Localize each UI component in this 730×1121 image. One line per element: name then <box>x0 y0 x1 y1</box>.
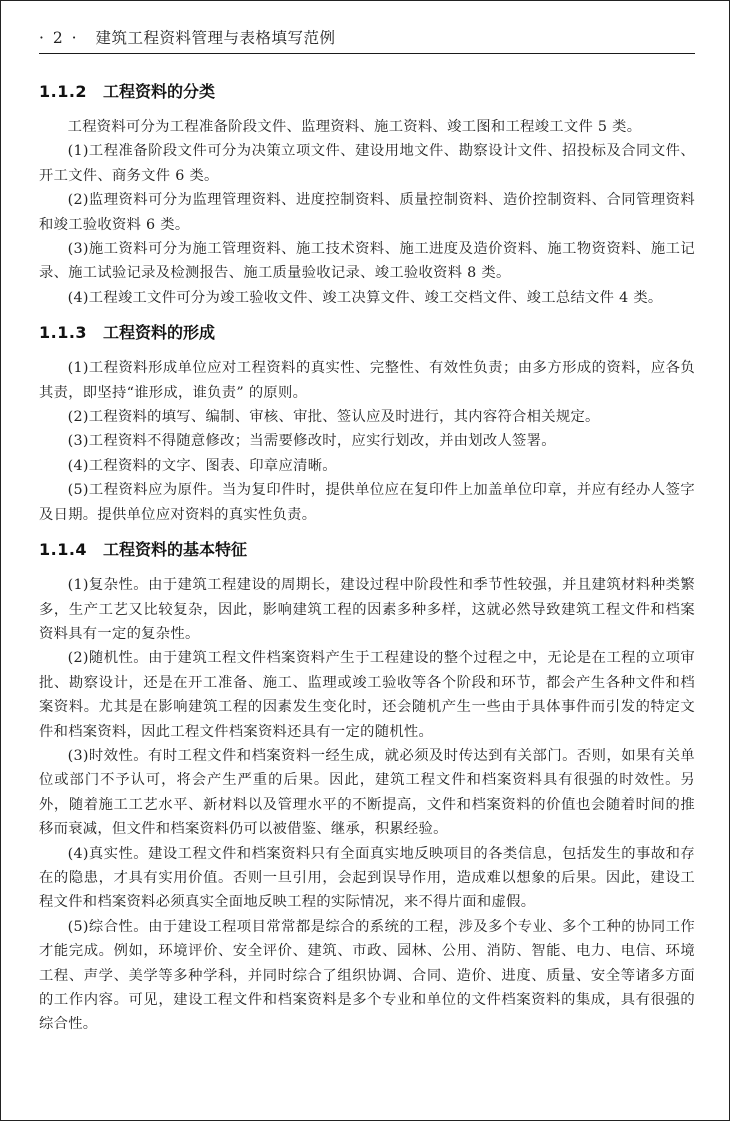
section-classification <box>39 79 695 310</box>
paragraph: (4)工程资料的文字、图表、印章应清晰。 <box>67 457 337 474</box>
section-heading <box>39 320 695 346</box>
paragraph: (3)工程资料不得随意修改；当需要修改时，应实行划改，并由划改人签署。 <box>67 433 556 450</box>
paragraph: (4)真实性。建设工程文件和档案资料只有全面真实地反映项目的各类信息，包括发生的事故和存在的隐患，才具有实用价值。否则一旦引用，会起到误导作用，造成难以想象的后果。因此，建设工程文件和档案资料必须真实全面地反映工程的实际情况，来不得片面和虚假。 <box>39 845 695 911</box>
page-content <box>39 79 695 1047</box>
paragraph: (3)时效性。有时工程文件和档案资料一经生成，就必须及时传达到有关部门。否则，如果有关单位或部门不予认可，将会产生严重的后果。因此，建筑工程文件和档案资料具有很强的时效性。另外，随着施工工艺水平、新材料以及管理水平的不断提高，文件和档案资料的价值也会随着时间的推移而衰减，但文件和档案资料仍可以被借鉴、继承，积累经验。 <box>39 747 695 838</box>
paragraph: (1)工程资料形成单位应对工程资料的真实性、完整性、有效性负责；由多方形成的资料，应各负其责，即坚持“谁形成，谁负责” 的原则。 <box>39 360 695 401</box>
section-number: 1.1.3 <box>39 323 88 343</box>
paragraph: (1)复杂性。由于建筑工程建设的周期长，建设过程中阶段性和季节性较强，并且建筑材料种类繁多，生产工艺又比较复杂，因此，影响建筑工程的因素多种多样，这就必然导致建筑工程文件和档案资料具有一定的复杂性。 <box>39 577 695 642</box>
section-formation <box>39 320 695 527</box>
section-heading <box>39 537 695 563</box>
running-header <box>39 27 695 54</box>
section-number: 1.1.2 <box>39 82 88 101</box>
section-title: 工程资料的形成 <box>103 323 216 343</box>
paragraph: (5)工程资料应为原件。当为复印件时，提供单位应在复印件上加盖单位印章，并应有经办人签字及日期。提供单位应对资料的真实性负责。 <box>39 482 695 523</box>
page-number: · 2 · <box>39 29 79 47</box>
section-number: 1.1.4 <box>39 540 88 560</box>
section-title: 工程资料的分类 <box>103 82 216 101</box>
paragraph: (5)综合性。由于建设工程项目常常都是综合的系统的工程，涉及多个专业、多个工种的协同工作才能完成。例如，环境评价、安全评价、建筑、市政、园林、公用、消防、智能、电力、电信、环境工程、声学、美学等多种学科，并同时综合了组织协调、合同、造价、进度、质量、安全等诸多方面的工作内容。可见，建设工程文件和档案资料是多个专业和单位的文件档案资料的集成，具有很强的综合性。 <box>39 918 695 1033</box>
section-heading <box>39 79 695 105</box>
paragraph: (1)工程准备阶段文件可分为决策立项文件、建设用地文件、勘察设计文件、招投标及合同文件、开工文件、商务文件 6 类。 <box>39 143 695 184</box>
paragraph: 工程资料可分为工程准备阶段文件、监理资料、施工资料、竣工图和工程竣工文件 5 类。 <box>67 119 642 135</box>
paragraph: (4)工程竣工文件可分为竣工验收文件、竣工决算文件、竣工交档文件、竣工总结文件 4 类。 <box>67 289 663 306</box>
paragraph: (3)施工资料可分为施工管理资料、施工技术资料、施工进度及造价资料、施工物资资料、施工记录、施工试验记录及检测报告、施工质量验收记录、竣工验收资料 8 类。 <box>39 241 695 282</box>
paragraph: (2)随机性。由于建筑工程文件档案资料产生于工程建设的整个过程之中，无论是在工程的立项审批、勘察设计，还是在开工准备、施工、监理或竣工验收等各个阶段和环节，都会产生各种文件和档案资料。尤其是在影响建筑工程的因素发生变化时，还会随机产生一些由于具体事件而引发的特定文件和档案资料，因此工程文件档案资料还具有一定的随机性。 <box>39 650 695 740</box>
book-title: 建筑工程资料管理与表格填写范例 <box>95 29 336 47</box>
paragraph: (2)工程资料的填写、编制、审核、审批、签认应及时进行，其内容符合相关规定。 <box>67 409 600 426</box>
section-title: 工程资料的基本特征 <box>103 540 248 560</box>
section-characteristics <box>39 537 695 1037</box>
paragraph: (2)监理资料可分为监理管理资料、进度控制资料、质量控制资料、造价控制资料、合同管理资料和竣工验收资料 6 类。 <box>39 192 695 233</box>
